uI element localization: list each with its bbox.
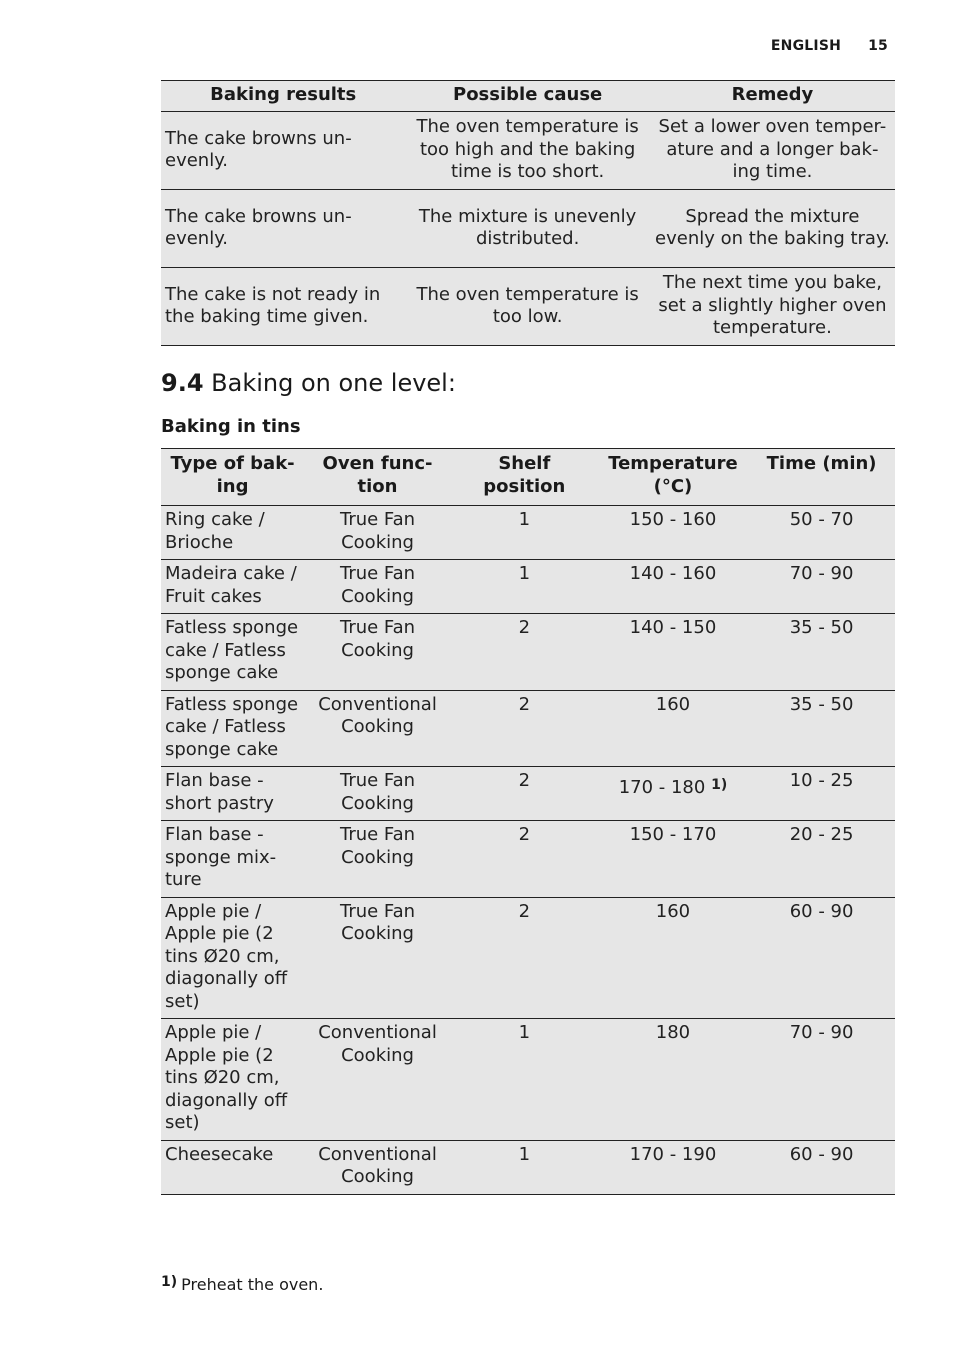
header-baking-results: Baking results <box>161 81 405 112</box>
function-cell: True Fan Cooking <box>304 767 451 821</box>
header-remedy: Remedy <box>650 81 895 112</box>
type-cell: Apple pie / Apple pie (2 tins Ø20 cm, diagonally off set) <box>161 1019 304 1141</box>
temperature-cell: 150 - 170 <box>598 821 748 898</box>
possible-cause-cell: The mixture is unevenly distributed. <box>405 189 649 267</box>
footnote <box>161 1274 323 1294</box>
language-label: ENGLISH <box>770 38 842 54</box>
type-cell: Ring cake / Brioche <box>161 506 304 560</box>
baking-result-cell: The cake browns un- evenly. <box>161 111 405 189</box>
page-number: 15 <box>868 38 888 54</box>
table-header-row <box>161 449 895 506</box>
remedy-cell: Set a lower oven temper- ature and a longer bak- ing time. <box>650 111 895 189</box>
remedy-cell: Spread the mixture evenly on the baking tray. <box>650 189 895 267</box>
type-cell: Flan base - short pastry <box>161 767 304 821</box>
table-row <box>161 897 895 1019</box>
function-cell: True Fan Cooking <box>304 560 451 614</box>
temperature-cell: 160 <box>598 897 748 1019</box>
baking-result-cell: The cake browns un- evenly. <box>161 189 405 267</box>
type-cell: Flan base - sponge mix- ture <box>161 821 304 898</box>
shelf-cell: 2 <box>451 821 598 898</box>
temperature-cell: 140 - 160 <box>598 560 748 614</box>
header-time: Time (min) <box>748 449 895 506</box>
footnote-mark: 1) <box>161 1274 178 1290</box>
baking-in-tins-table <box>161 448 895 1195</box>
header-possible-cause: Possible cause <box>405 81 649 112</box>
time-cell: 60 - 90 <box>748 1140 895 1194</box>
header-oven-function: Oven func- tion <box>304 449 451 506</box>
function-cell: True Fan Cooking <box>304 897 451 1019</box>
page-header <box>771 38 888 54</box>
time-cell: 70 - 90 <box>748 1019 895 1141</box>
table-row <box>161 614 895 691</box>
shelf-cell: 1 <box>451 1019 598 1141</box>
time-cell: 10 - 25 <box>748 767 895 821</box>
function-cell: True Fan Cooking <box>304 506 451 560</box>
baking-result-cell: The cake is not ready in the baking time given. <box>161 267 405 345</box>
table-row <box>161 506 895 560</box>
time-cell: 35 - 50 <box>748 690 895 767</box>
time-cell: 35 - 50 <box>748 614 895 691</box>
shelf-cell: 1 <box>451 560 598 614</box>
table-row <box>161 1019 895 1141</box>
function-cell: True Fan Cooking <box>304 614 451 691</box>
function-cell: Conventional Cooking <box>304 690 451 767</box>
table-row <box>161 1140 895 1194</box>
table-row <box>161 189 895 267</box>
type-cell: Fatless sponge cake / Fatless sponge cake <box>161 690 304 767</box>
time-cell: 60 - 90 <box>748 897 895 1019</box>
table-row <box>161 560 895 614</box>
temperature-cell: 140 - 150 <box>598 614 748 691</box>
type-cell: Cheesecake <box>161 1140 304 1194</box>
temperature-cell: 150 - 160 <box>598 506 748 560</box>
section-number: 9.4 <box>161 369 204 397</box>
shelf-cell: 1 <box>451 1140 598 1194</box>
type-cell: Madeira cake / Fruit cakes <box>161 560 304 614</box>
possible-cause-cell: The oven temperature is too high and the baking time is too short. <box>405 111 649 189</box>
table-row <box>161 690 895 767</box>
table-row <box>161 111 895 189</box>
possible-cause-cell: The oven temperature is too low. <box>405 267 649 345</box>
header-shelf-position: Shelf position <box>451 449 598 506</box>
section-title <box>161 366 456 400</box>
temperature-cell <box>598 767 748 821</box>
function-cell: Conventional Cooking <box>304 1019 451 1141</box>
shelf-cell: 2 <box>451 767 598 821</box>
time-cell: 70 - 90 <box>748 560 895 614</box>
type-cell: Fatless sponge cake / Fatless sponge cake <box>161 614 304 691</box>
table-row <box>161 267 895 345</box>
footnote-reference: 1) <box>711 777 728 793</box>
temperature-value: 170 - 180 <box>618 777 706 798</box>
baking-results-table <box>161 80 895 346</box>
subheading: Baking in tins <box>161 416 301 437</box>
temperature-cell: 170 - 190 <box>598 1140 748 1194</box>
footnote-text: Preheat the oven. <box>181 1275 324 1294</box>
table-header-row <box>161 81 895 112</box>
section-title-text: Baking on one level: <box>211 369 456 397</box>
shelf-cell: 1 <box>451 506 598 560</box>
header-temperature: Temperature (°C) <box>598 449 748 506</box>
temperature-cell: 160 <box>598 690 748 767</box>
function-cell: True Fan Cooking <box>304 821 451 898</box>
shelf-cell: 2 <box>451 690 598 767</box>
time-cell: 20 - 25 <box>748 821 895 898</box>
temperature-cell: 180 <box>598 1019 748 1141</box>
table-row <box>161 767 895 821</box>
shelf-cell: 2 <box>451 897 598 1019</box>
remedy-cell: The next time you bake, set a slightly higher oven temperature. <box>650 267 895 345</box>
header-type-of-baking: Type of bak- ing <box>161 449 304 506</box>
function-cell: Conventional Cooking <box>304 1140 451 1194</box>
table-row <box>161 821 895 898</box>
shelf-cell: 2 <box>451 614 598 691</box>
type-cell: Apple pie / Apple pie (2 tins Ø20 cm, diagonally off set) <box>161 897 304 1019</box>
time-cell: 50 - 70 <box>748 506 895 560</box>
